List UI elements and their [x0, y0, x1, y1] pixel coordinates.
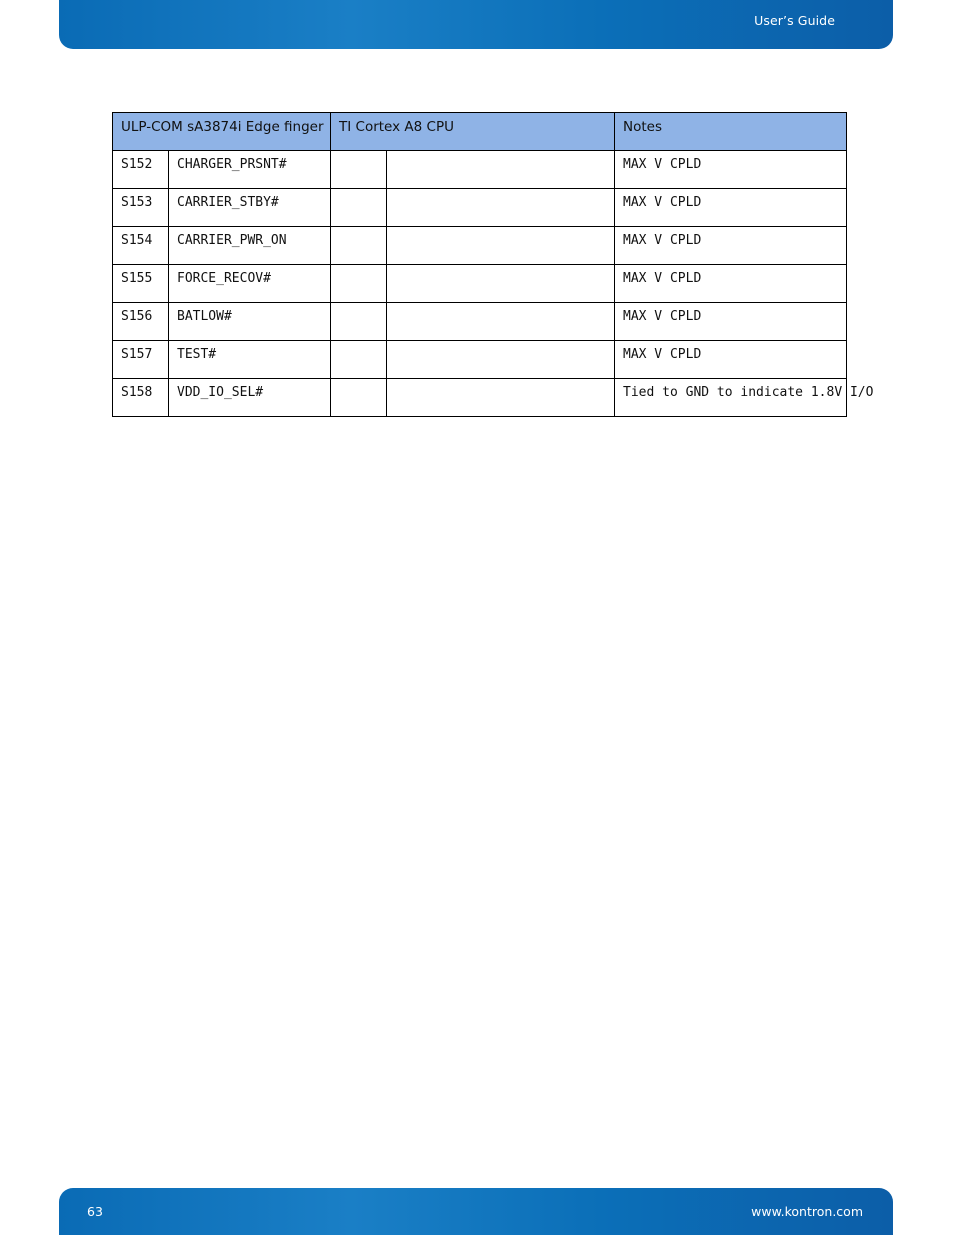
- cpu-signal-cell: [387, 379, 615, 417]
- header-band: [59, 0, 893, 49]
- cpu-ball-cell: [331, 189, 387, 227]
- cpu-signal-cell: [387, 341, 615, 379]
- pin-cell: S157: [113, 341, 169, 379]
- table-row: [113, 189, 847, 227]
- pin-cell: S156: [113, 303, 169, 341]
- cpu-signal-cell: [387, 303, 615, 341]
- cpu-ball-cell: [331, 303, 387, 341]
- cpu-ball-cell: [331, 379, 387, 417]
- table-row: [113, 303, 847, 341]
- signal-cell: FORCE_RECOV#: [169, 265, 331, 303]
- header-edge-finger: ULP-COM sA3874i Edge finger: [113, 113, 331, 151]
- table-row: [113, 341, 847, 379]
- cpu-ball-cell: [331, 151, 387, 189]
- table-row: [113, 227, 847, 265]
- table-header-row: [113, 113, 847, 151]
- header-notes: Notes: [615, 113, 847, 151]
- notes-cell: MAX V CPLD: [615, 265, 847, 303]
- pin-cell: S154: [113, 227, 169, 265]
- notes-cell: MAX V CPLD: [615, 151, 847, 189]
- signal-cell: CARRIER_STBY#: [169, 189, 331, 227]
- signal-cell: BATLOW#: [169, 303, 331, 341]
- pin-cell: S155: [113, 265, 169, 303]
- notes-cell: MAX V CPLD: [615, 189, 847, 227]
- pin-cell: S158: [113, 379, 169, 417]
- cpu-signal-cell: [387, 265, 615, 303]
- cpu-signal-cell: [387, 151, 615, 189]
- cpu-ball-cell: [331, 341, 387, 379]
- table-row: [113, 151, 847, 189]
- page-number: 63: [87, 1204, 103, 1219]
- signal-cell: VDD_IO_SEL#: [169, 379, 331, 417]
- table-row: [113, 265, 847, 303]
- header-cpu: TI Cortex A8 CPU: [331, 113, 615, 151]
- footer-band: [59, 1188, 893, 1235]
- signal-cell: TEST#: [169, 341, 331, 379]
- document-title: User’s Guide: [754, 13, 835, 28]
- signal-cell: CARRIER_PWR_ON: [169, 227, 331, 265]
- cpu-signal-cell: [387, 189, 615, 227]
- notes-cell: Tied to GND to indicate 1.8V I/O: [615, 379, 847, 417]
- notes-cell: MAX V CPLD: [615, 227, 847, 265]
- pin-table: [112, 112, 874, 417]
- signal-cell: CHARGER_PRSNT#: [169, 151, 331, 189]
- website-link[interactable]: www.kontron.com: [751, 1204, 863, 1219]
- notes-cell: MAX V CPLD: [615, 303, 847, 341]
- pin-cell: S152: [113, 151, 169, 189]
- cpu-signal-cell: [387, 227, 615, 265]
- pin-cell: S153: [113, 189, 169, 227]
- table-row: [113, 379, 847, 417]
- notes-cell: MAX V CPLD: [615, 341, 847, 379]
- cpu-ball-cell: [331, 227, 387, 265]
- cpu-ball-cell: [331, 265, 387, 303]
